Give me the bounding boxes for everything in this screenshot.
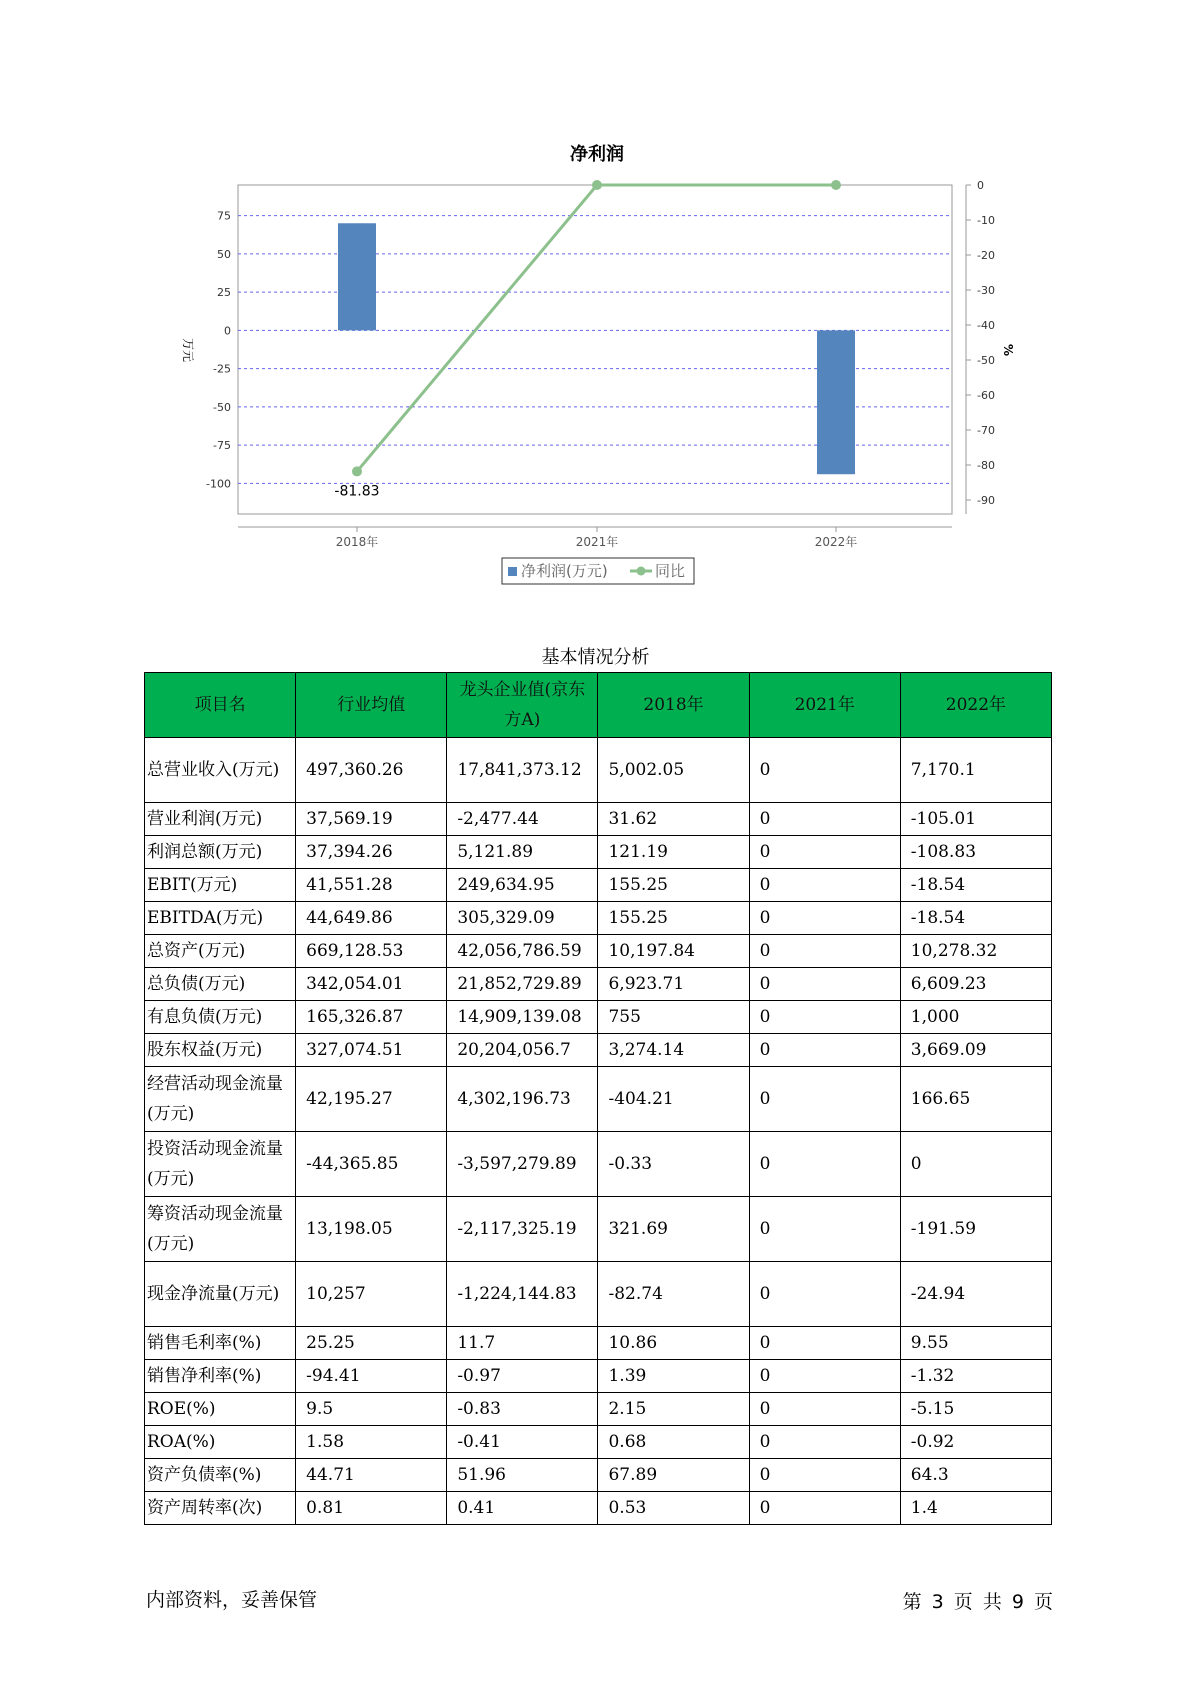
header-cell: 2022年: [900, 673, 1051, 738]
table-row: [145, 1132, 1052, 1197]
value-cell: 3,274.14: [598, 1034, 749, 1067]
value-cell: -0.83: [447, 1393, 598, 1426]
x-tick-label: 2018年: [335, 535, 379, 549]
left-axis: [206, 210, 231, 491]
table-row: [145, 902, 1052, 935]
value-cell: -18.54: [900, 869, 1051, 902]
right-axis: [966, 179, 995, 514]
trend-line: [357, 185, 836, 471]
row-label-cell: 销售净利率(%): [145, 1360, 296, 1393]
legend-bar-swatch: [508, 567, 517, 576]
value-cell: 0: [749, 836, 900, 869]
bar: [338, 223, 376, 330]
left-tick-label: 75: [217, 209, 231, 223]
value-cell: -0.41: [447, 1426, 598, 1459]
net-profit-chart: [0, 0, 1191, 600]
value-cell: 9.55: [900, 1327, 1051, 1360]
value-cell: 755: [598, 1001, 749, 1034]
value-cell: 67.89: [598, 1459, 749, 1492]
value-cell: 0: [749, 1327, 900, 1360]
value-cell: 165,326.87: [296, 1001, 447, 1034]
row-label-cell: ROA(%): [145, 1426, 296, 1459]
row-label-cell: 总负债(万元): [145, 968, 296, 1001]
value-cell: 0: [749, 902, 900, 935]
value-cell: 0: [749, 1360, 900, 1393]
row-label-cell: 营业利润(万元): [145, 803, 296, 836]
left-axis-label: 万元: [181, 337, 195, 363]
table-caption: 基本情况分析: [541, 647, 650, 668]
left-tick-label: -100: [206, 477, 231, 491]
value-cell: 3,669.09: [900, 1034, 1051, 1067]
value-cell: 497,360.26: [296, 738, 447, 803]
row-label-cell: 经营活动现金流量(万元): [145, 1067, 296, 1132]
value-cell: 41,551.28: [296, 869, 447, 902]
row-label-cell: 投资活动现金流量(万元): [145, 1132, 296, 1197]
row-label-cell: ROE(%): [145, 1393, 296, 1426]
table-row: [145, 1459, 1052, 1492]
value-cell: -191.59: [900, 1197, 1051, 1262]
value-cell: -2,117,325.19: [447, 1197, 598, 1262]
value-cell: 0.68: [598, 1426, 749, 1459]
line-series: [334, 180, 841, 499]
value-cell: -1,224,144.83: [447, 1262, 598, 1327]
left-tick-label: -75: [213, 439, 231, 453]
value-cell: -2,477.44: [447, 803, 598, 836]
row-label-cell: EBITDA(万元): [145, 902, 296, 935]
table-row: [145, 1360, 1052, 1393]
value-cell: -0.33: [598, 1132, 749, 1197]
value-cell: 31.62: [598, 803, 749, 836]
line-point: [831, 180, 841, 190]
value-cell: 327,074.51: [296, 1034, 447, 1067]
right-tick-label: -10: [977, 214, 995, 227]
value-cell: 155.25: [598, 902, 749, 935]
value-cell: 0: [749, 1001, 900, 1034]
value-cell: 13,198.05: [296, 1197, 447, 1262]
value-cell: 1.58: [296, 1426, 447, 1459]
value-cell: 0: [749, 1393, 900, 1426]
value-cell: 249,634.95: [447, 869, 598, 902]
table-row: [145, 935, 1052, 968]
value-cell: 0: [749, 935, 900, 968]
value-cell: 0: [749, 1492, 900, 1525]
value-cell: -44,365.85: [296, 1132, 447, 1197]
table-row: [145, 1393, 1052, 1426]
value-cell: -404.21: [598, 1067, 749, 1132]
legend-line-marker: [637, 567, 646, 576]
value-cell: 6,923.71: [598, 968, 749, 1001]
value-cell: 1,000: [900, 1001, 1051, 1034]
value-cell: 10.86: [598, 1327, 749, 1360]
value-cell: 42,056,786.59: [447, 935, 598, 968]
row-label-cell: 现金净流量(万元): [145, 1262, 296, 1327]
value-cell: 0: [749, 738, 900, 803]
table-row: [145, 968, 1052, 1001]
left-tick-label: 25: [217, 286, 231, 300]
x-tick-label: 2022年: [814, 535, 858, 549]
table-row: [145, 1001, 1052, 1034]
value-cell: -82.74: [598, 1262, 749, 1327]
table-row: [145, 1492, 1052, 1525]
value-cell: 669,128.53: [296, 935, 447, 968]
value-cell: 5,121.89: [447, 836, 598, 869]
value-cell: 17,841,373.12: [447, 738, 598, 803]
table-row: [145, 738, 1052, 803]
value-cell: 0: [749, 869, 900, 902]
value-cell: 0: [900, 1132, 1051, 1197]
value-cell: 9.5: [296, 1393, 447, 1426]
footer-confidential-note: 内部资料，妥善保管: [146, 1589, 318, 1611]
value-cell: 44.71: [296, 1459, 447, 1492]
value-cell: 0: [749, 968, 900, 1001]
value-cell: 4,302,196.73: [447, 1067, 598, 1132]
value-cell: 11.7: [447, 1327, 598, 1360]
right-tick-label: 0: [977, 179, 984, 192]
value-cell: 0: [749, 1034, 900, 1067]
header-cell: 龙头企业值(京东方A): [447, 673, 598, 738]
chart-title: 净利润: [570, 144, 624, 165]
value-cell: 37,394.26: [296, 836, 447, 869]
value-cell: 0.41: [447, 1492, 598, 1525]
value-cell: -24.94: [900, 1262, 1051, 1327]
value-cell: -0.92: [900, 1426, 1051, 1459]
value-cell: -108.83: [900, 836, 1051, 869]
row-label-cell: 总营业收入(万元): [145, 738, 296, 803]
right-tick-label: -50: [977, 354, 995, 367]
value-cell: 64.3: [900, 1459, 1051, 1492]
row-label-cell: 销售毛利率(%): [145, 1327, 296, 1360]
right-tick-label: -40: [977, 319, 995, 332]
value-cell: 37,569.19: [296, 803, 447, 836]
row-label-cell: 有息负债(万元): [145, 1001, 296, 1034]
table-row: [145, 1034, 1052, 1067]
value-cell: -1.32: [900, 1360, 1051, 1393]
data-label: -81.83: [334, 483, 380, 500]
value-cell: 44,649.86: [296, 902, 447, 935]
value-cell: 10,278.32: [900, 935, 1051, 968]
row-label-cell: 利润总额(万元): [145, 836, 296, 869]
row-label-cell: 股东权益(万元): [145, 1034, 296, 1067]
value-cell: 10,197.84: [598, 935, 749, 968]
x-axis: [336, 527, 858, 549]
value-cell: 0: [749, 1197, 900, 1262]
right-tick-label: -60: [977, 389, 995, 402]
left-tick-label: 0: [224, 324, 231, 338]
table-row: [145, 1426, 1052, 1459]
value-cell: -3,597,279.89: [447, 1132, 598, 1197]
basic-analysis-table: [144, 672, 1052, 1525]
line-point: [592, 180, 602, 190]
right-tick-label: -90: [977, 494, 995, 507]
value-cell: 0: [749, 803, 900, 836]
table-row: [145, 836, 1052, 869]
row-label-cell: 总资产(万元): [145, 935, 296, 968]
right-tick-label: -30: [977, 284, 995, 297]
header-cell: 2021年: [749, 673, 900, 738]
value-cell: 321.69: [598, 1197, 749, 1262]
chart-legend: [502, 558, 694, 584]
value-cell: 0.53: [598, 1492, 749, 1525]
value-cell: 10,257: [296, 1262, 447, 1327]
value-cell: 305,329.09: [447, 902, 598, 935]
value-cell: 0: [749, 1132, 900, 1197]
table-row: [145, 869, 1052, 902]
row-label-cell: EBIT(万元): [145, 869, 296, 902]
value-cell: 342,054.01: [296, 968, 447, 1001]
right-tick-label: -70: [977, 424, 995, 437]
value-cell: 25.25: [296, 1327, 447, 1360]
value-cell: 0: [749, 1459, 900, 1492]
value-cell: 121.19: [598, 836, 749, 869]
value-cell: -94.41: [296, 1360, 447, 1393]
value-cell: 2.15: [598, 1393, 749, 1426]
right-tick-label: -80: [977, 459, 995, 472]
header-cell: 项目名: [145, 673, 296, 738]
value-cell: 1.39: [598, 1360, 749, 1393]
value-cell: 7,170.1: [900, 738, 1051, 803]
row-label-cell: 资产负债率(%): [145, 1459, 296, 1492]
bar-series: [338, 223, 855, 474]
footer-page-number: 第 3 页 共 9 页: [902, 1591, 1053, 1613]
left-tick-label: -50: [213, 400, 231, 414]
table-row: [145, 1197, 1052, 1262]
value-cell: 0: [749, 1067, 900, 1132]
value-cell: 1.4: [900, 1492, 1051, 1525]
table-row: [145, 803, 1052, 836]
value-cell: -0.97: [447, 1360, 598, 1393]
table-row: [145, 1262, 1052, 1327]
table-row: [145, 1327, 1052, 1360]
value-cell: 5,002.05: [598, 738, 749, 803]
value-cell: -5.15: [900, 1393, 1051, 1426]
line-point: [352, 466, 362, 476]
value-cell: -105.01: [900, 803, 1051, 836]
bar: [817, 330, 855, 474]
value-cell: 0: [749, 1262, 900, 1327]
value-cell: 42,195.27: [296, 1067, 447, 1132]
legend-line-label: 同比: [655, 562, 686, 580]
header-cell: 行业均值: [296, 673, 447, 738]
value-cell: 51.96: [447, 1459, 598, 1492]
value-cell: 166.65: [900, 1067, 1051, 1132]
x-tick-label: 2021年: [575, 535, 619, 549]
right-tick-label: -20: [977, 249, 995, 262]
left-tick-label: -25: [213, 362, 231, 376]
value-cell: 0.81: [296, 1492, 447, 1525]
right-axis-label: %: [1001, 343, 1015, 357]
table-header-row: [145, 673, 1052, 738]
legend-bar-label: 净利润(万元): [521, 562, 608, 580]
value-cell: -18.54: [900, 902, 1051, 935]
value-cell: 21,852,729.89: [447, 968, 598, 1001]
value-cell: 6,609.23: [900, 968, 1051, 1001]
header-cell: 2018年: [598, 673, 749, 738]
table-row: [145, 1067, 1052, 1132]
row-label-cell: 筹资活动现金流量(万元): [145, 1197, 296, 1262]
value-cell: 155.25: [598, 869, 749, 902]
left-tick-label: 50: [217, 247, 231, 261]
value-cell: 0: [749, 1426, 900, 1459]
value-cell: 20,204,056.7: [447, 1034, 598, 1067]
value-cell: 14,909,139.08: [447, 1001, 598, 1034]
row-label-cell: 资产周转率(次): [145, 1492, 296, 1525]
